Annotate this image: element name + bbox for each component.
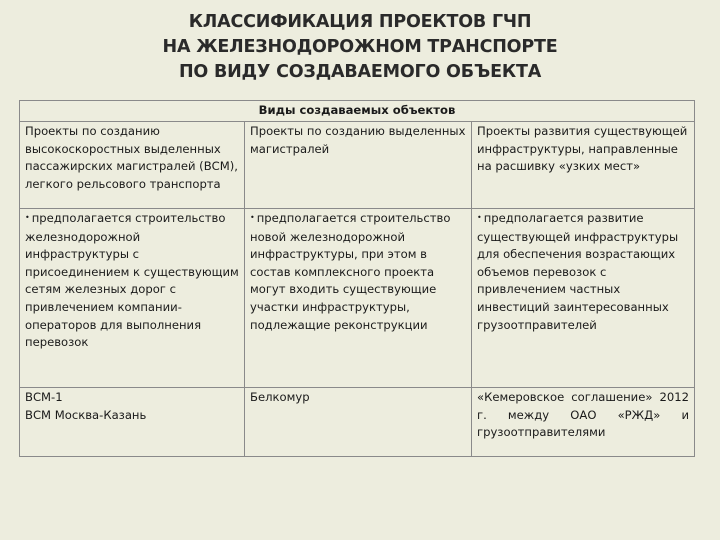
description-text-2: предполагается строительство новой железнодорожной инфраструктуры, при этом в состав комплексного проекта могут входить существующие участки инфраструктуры, подлежащие реконструкции xyxy=(250,211,451,332)
table-cell-example-2: Белкомур xyxy=(245,388,472,457)
bullet-icon: • xyxy=(250,213,255,222)
table-cell-description-3 xyxy=(472,209,695,388)
table-row xyxy=(20,122,695,209)
table-cell-example-3: «Кемеровское соглашение» 2012 г. между ОАО «РЖД» и грузоотправителями xyxy=(472,388,695,457)
title-line-1: КЛАССИФИКАЦИЯ ПРОЕКТОВ ГЧП xyxy=(188,12,532,32)
description-text-3: предполагается развитие существующей инфраструктуры для обеспечения возрастающих объемов перевозок с привлечением частных инвестиций заинтересованных грузоотправителей xyxy=(477,211,679,332)
bullet-icon: • xyxy=(25,213,30,222)
classification-table xyxy=(19,100,695,457)
description-text-1: предполагается строительство железнодорожной инфраструктуры с присоединением к существующим сетям железных дорог с привлечением компании-операторов для выполнения перевозок xyxy=(25,211,239,350)
title-line-3: ПО ВИДУ СОЗДАВАЕМОГО ОБЪЕКТА xyxy=(178,62,542,82)
table-cell-description-1 xyxy=(20,209,245,388)
bullet-icon: • xyxy=(477,213,482,222)
example-vsm-1: ВСМ-1 xyxy=(25,390,63,404)
title-line-2: НА ЖЕЛЕЗНОДОРОЖНОМ ТРАНСПОРТЕ xyxy=(162,37,558,57)
table-row xyxy=(20,388,695,457)
table-cell-description-2 xyxy=(245,209,472,388)
page-title xyxy=(0,10,720,85)
table-cell-type-1: Проекты по созданию высокоскоростных выделенных пассажирских магистралей (ВСМ), легкого рельсового транспорта xyxy=(20,122,245,209)
table-header: Виды создаваемых объектов xyxy=(20,101,695,122)
table-header-row xyxy=(20,101,695,122)
table-cell-type-2: Проекты по созданию выделенных магистралей xyxy=(245,122,472,209)
table-cell-example-1 xyxy=(20,388,245,457)
example-vsm-moscow-kazan: ВСМ Москва-Казань xyxy=(25,407,147,422)
table-cell-type-3: Проекты развития существующей инфраструктуры, направленные на расшивку «узких мест» xyxy=(472,122,695,209)
table-row xyxy=(20,209,695,388)
